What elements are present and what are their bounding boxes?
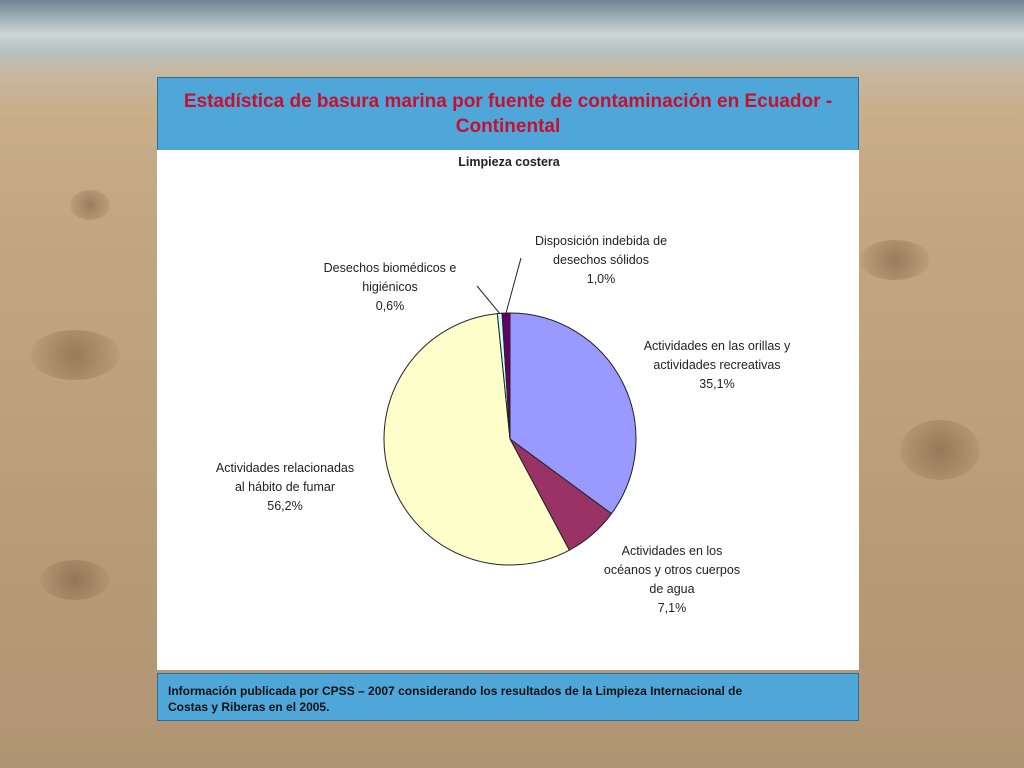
slice-label <box>216 461 354 513</box>
leader-line <box>506 258 521 313</box>
slice-value-label: 7,1% <box>657 601 687 615</box>
slice-label <box>604 544 740 615</box>
slice-label-line: higiénicos <box>362 280 418 294</box>
slice-label <box>324 261 457 313</box>
slice-value-label: 0,6% <box>375 299 405 313</box>
slice-label-line: actividades recreativas <box>653 358 781 372</box>
sand-speck <box>40 560 110 600</box>
pie-chart <box>157 150 859 670</box>
chart-area <box>157 150 859 670</box>
slice-value-label: 56,2% <box>267 499 303 513</box>
slice-value-label: 1,0% <box>586 272 616 286</box>
slice-label-line: Desechos biomédicos e <box>323 261 457 275</box>
sand-speck <box>70 190 110 220</box>
slice-label-line: desechos sólidos <box>553 253 649 267</box>
pie-slices <box>384 313 636 565</box>
slice-label-line: de agua <box>649 582 695 596</box>
slice-label-line: océanos y otros cuerpos <box>603 563 741 577</box>
source-note: Información publicada por CPSS – 2007 considerando los resultados de la Limpieza Internacional de Costas y Riberas en el 2005. <box>168 684 743 714</box>
sand-speck <box>860 240 930 280</box>
leader-line <box>477 286 500 313</box>
slice-label-line: Actividades relacionadas <box>215 461 355 475</box>
slice-label-line: al hábito de fumar <box>234 480 336 494</box>
slice-label <box>535 234 667 286</box>
slice-label-line: Disposición indebida de <box>534 234 668 248</box>
slice-value-label: 35,1% <box>699 377 735 391</box>
slice-label-line: Actividades en los <box>621 544 723 558</box>
slice-label-line: Actividades en las orillas y <box>643 339 791 353</box>
sand-speck <box>900 420 980 480</box>
footer-box <box>157 673 859 721</box>
sand-speck <box>30 330 120 380</box>
leader-lines <box>477 258 521 313</box>
chart-subtitle: Limpieza costera <box>458 155 560 169</box>
slice-label <box>644 339 791 391</box>
title-box <box>157 77 859 151</box>
slide-title: Estadística de basura marina por fuente de contaminación en Ecuador - Continental <box>183 91 833 137</box>
